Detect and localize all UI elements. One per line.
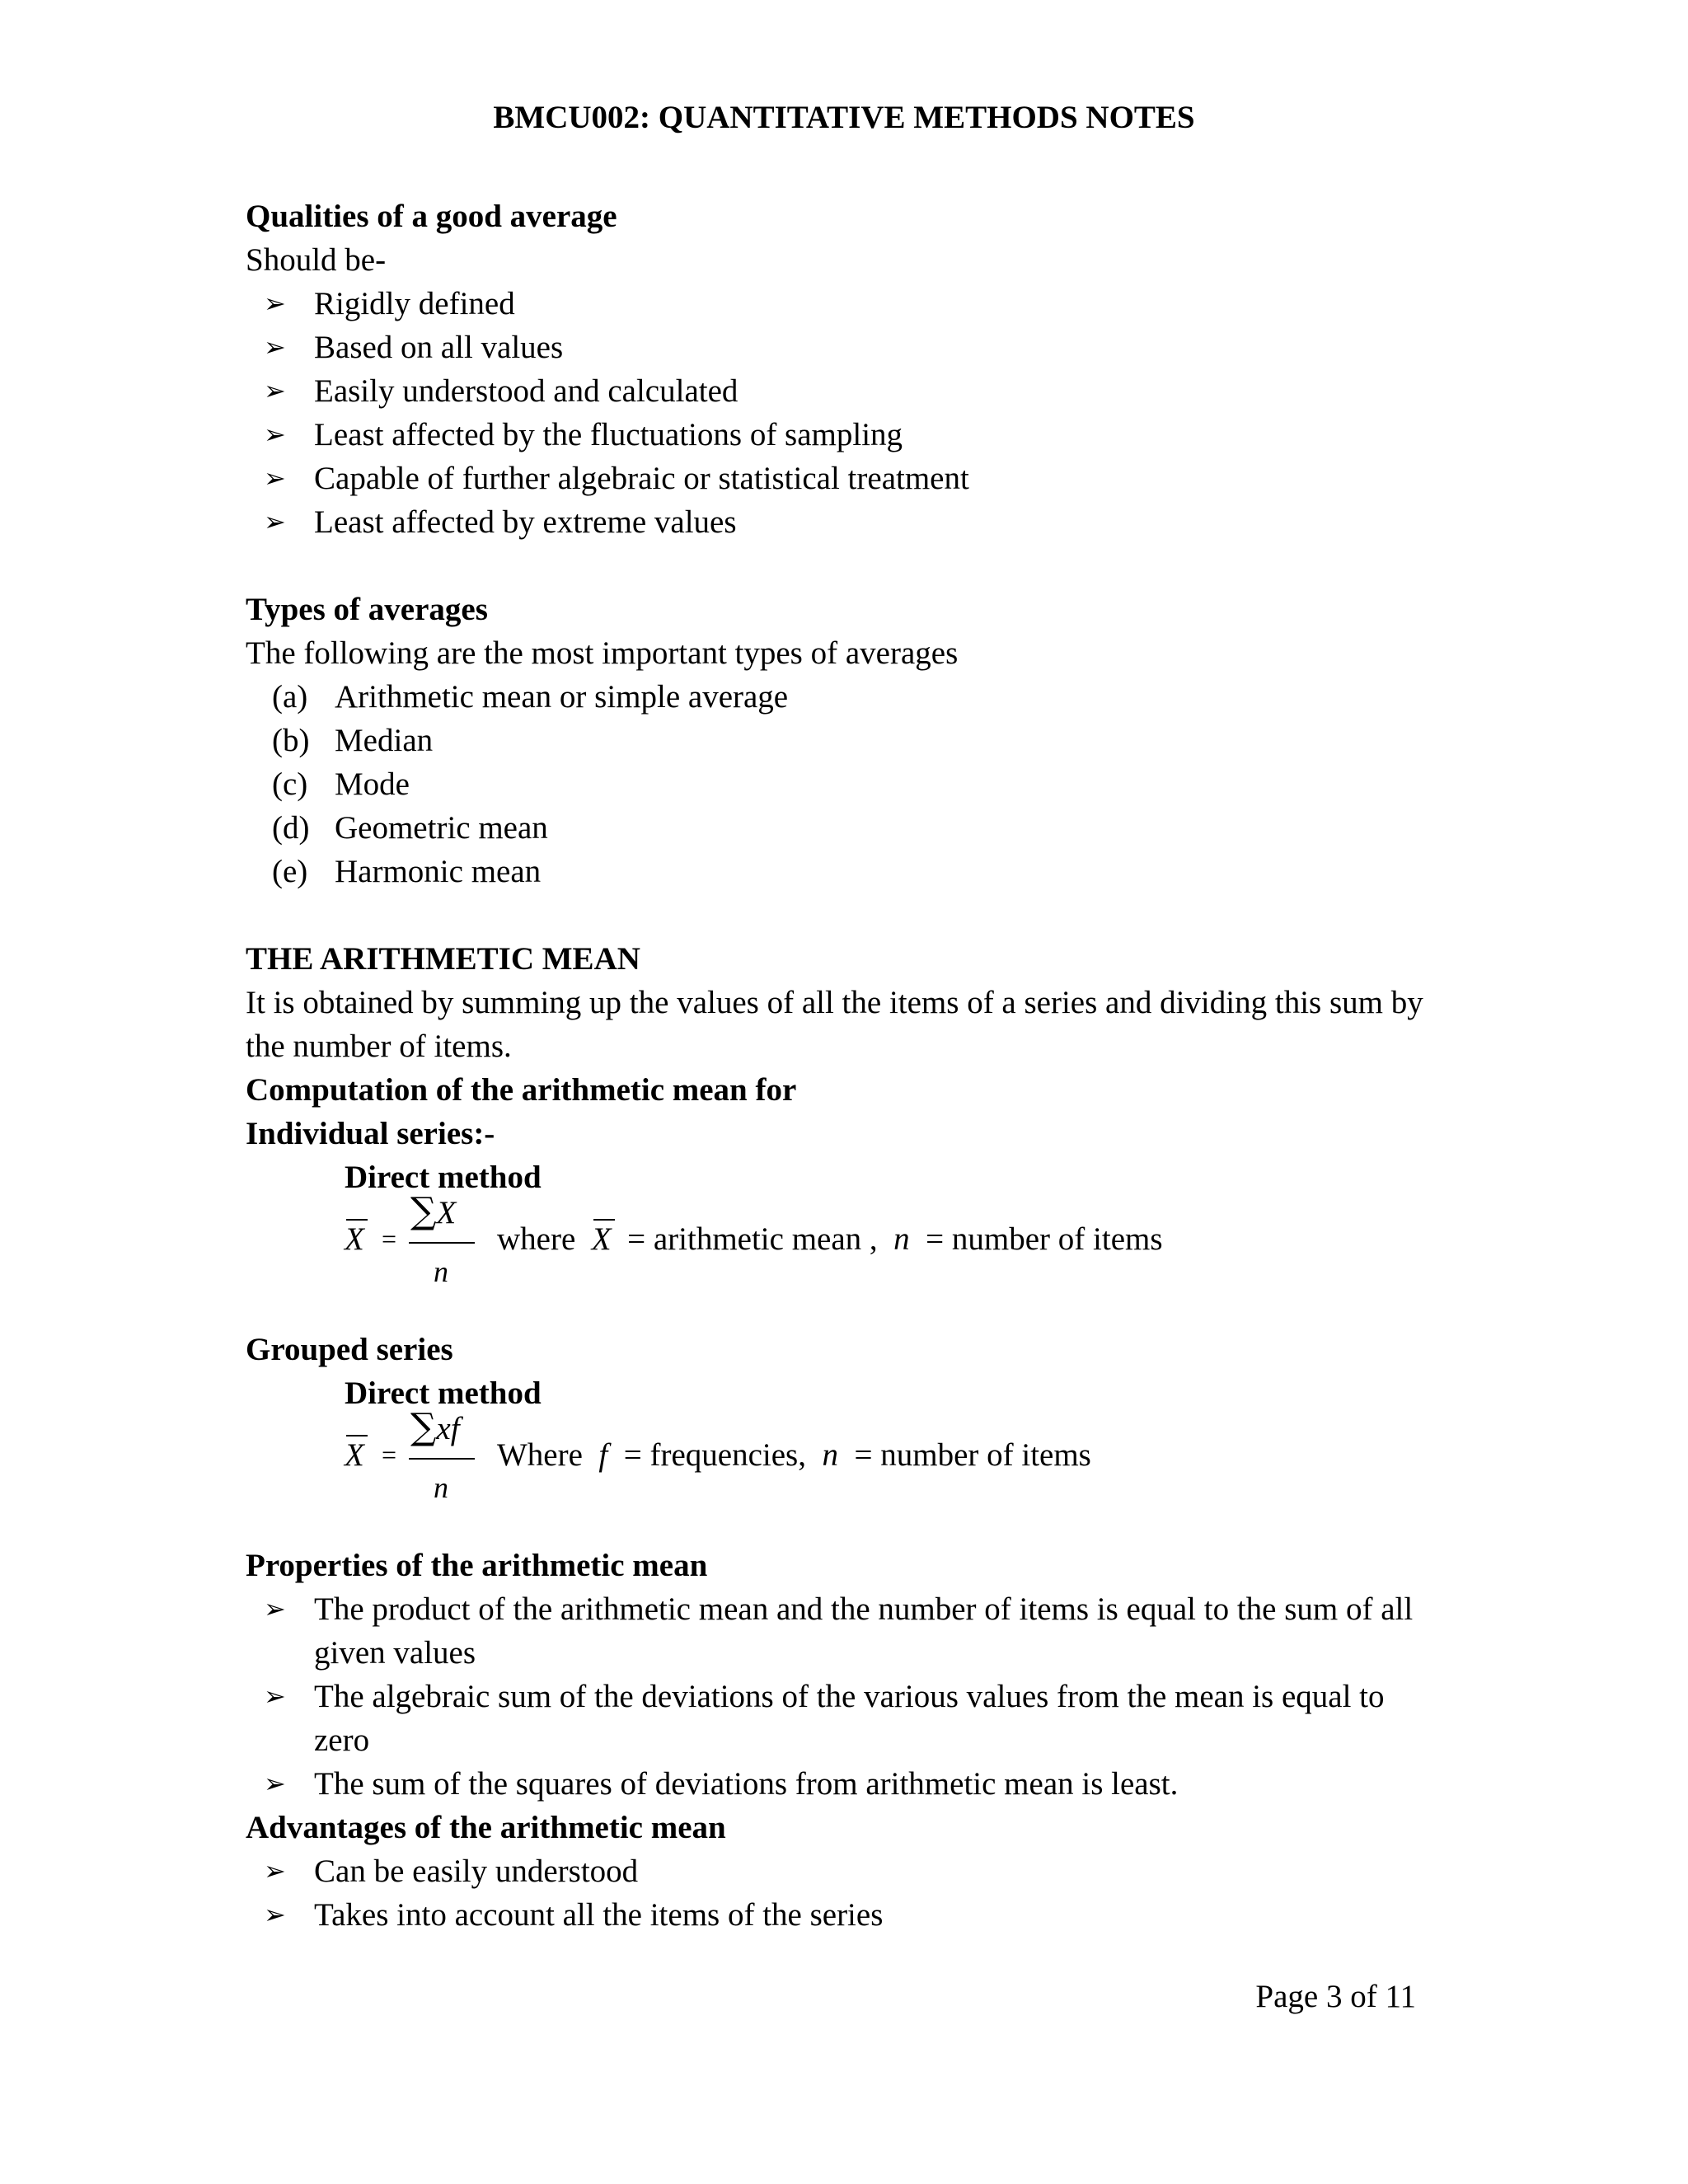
formula-numerator: ∑xf xyxy=(410,1406,460,1448)
spacer xyxy=(246,1290,1424,1328)
qualities-list xyxy=(246,282,1424,544)
spacer xyxy=(246,544,1424,588)
list-marker: (b) xyxy=(272,723,310,758)
section-properties xyxy=(246,1544,1424,1806)
qualities-heading: Qualities of a good average xyxy=(246,199,617,234)
section-qualities xyxy=(246,194,1424,544)
arrowhead-bullet-icon: ➢ xyxy=(264,1593,286,1624)
list-item: ➢ Capable of further algebraic or statistical treatment xyxy=(246,457,1424,500)
arithmetic-mean-definition: It is obtained by summing up the values of all the items of a series and dividing this sum by the number of items. xyxy=(246,985,1423,1064)
list-item: ➢ Least affected by extreme values xyxy=(246,500,1424,544)
arrowhead-bullet-icon: ➢ xyxy=(264,375,286,406)
list-item: (d) Geometric mean xyxy=(246,806,1424,850)
formula-denominator: n xyxy=(434,1255,448,1288)
arithmetic-mean-heading: THE ARITHMETIC MEAN xyxy=(246,941,640,977)
individual-series-heading: Individual series:- xyxy=(246,1116,495,1151)
list-item: (b) Median xyxy=(246,719,1424,762)
list-item: ➢ Can be easily understood xyxy=(246,1849,1424,1893)
grouped-series-heading: Grouped series xyxy=(246,1332,453,1367)
arrowhead-bullet-icon: ➢ xyxy=(264,1855,286,1886)
list-item: ➢ Easily understood and calculated xyxy=(246,369,1424,413)
section-advantages xyxy=(246,1806,1424,1937)
formula-lhs: X xyxy=(345,1433,364,1477)
types-list xyxy=(246,675,1424,893)
types-heading: Types of averages xyxy=(246,592,488,627)
properties-heading: Properties of the arithmetic mean xyxy=(246,1548,708,1583)
arrowhead-bullet-icon: ➢ xyxy=(264,1768,286,1799)
qualities-intro: Should be- xyxy=(246,242,387,278)
arrowhead-bullet-icon: ➢ xyxy=(264,1680,286,1712)
list-marker: (c) xyxy=(272,766,308,802)
document-title: BMCU002: QUANTITATIVE METHODS NOTES xyxy=(493,100,1195,135)
advantages-heading: Advantages of the arithmetic mean xyxy=(246,1810,726,1845)
arrowhead-bullet-icon: ➢ xyxy=(264,331,286,363)
grouped-direct-method-heading: Direct method xyxy=(345,1376,542,1411)
page-number: Page 3 of 11 xyxy=(1255,1979,1416,2014)
properties-list xyxy=(246,1587,1424,1806)
arrowhead-bullet-icon: ➢ xyxy=(264,419,286,450)
list-item: ➢ Rigidly defined xyxy=(246,282,1424,326)
formula-description: where X = arithmetic mean , n = number of items xyxy=(497,1217,1163,1261)
list-item: (c) Mode xyxy=(246,762,1424,806)
list-item: ➢ The algebraic sum of the deviations of the various values from the mean is equal to zero xyxy=(246,1675,1424,1762)
spacer xyxy=(246,1506,1424,1544)
list-marker: (a) xyxy=(272,679,308,715)
list-item: ➢ The sum of the squares of deviations from arithmetic mean is least. xyxy=(246,1762,1424,1806)
list-marker: (d) xyxy=(272,810,310,846)
list-item: ➢ Based on all values xyxy=(246,326,1424,369)
grouped-mean-formula xyxy=(345,1406,1424,1506)
advantages-list xyxy=(246,1849,1424,1937)
individual-direct-method-heading: Direct method xyxy=(345,1160,542,1195)
spacer xyxy=(246,893,1424,937)
formula-lhs: X xyxy=(345,1217,364,1261)
list-marker: (e) xyxy=(272,854,308,889)
section-types xyxy=(246,588,1424,893)
sigma-icon: ∑ xyxy=(410,1190,437,1232)
formula-numerator: ∑X xyxy=(410,1190,457,1232)
arrowhead-bullet-icon: ➢ xyxy=(264,506,286,537)
document-body xyxy=(246,194,1424,1937)
arrowhead-bullet-icon: ➢ xyxy=(264,462,286,494)
formula-denominator: n xyxy=(434,1471,448,1504)
list-item: ➢ The product of the arithmetic mean and the number of items is equal to the sum of all given values xyxy=(246,1587,1424,1675)
arrowhead-bullet-icon: ➢ xyxy=(264,288,286,319)
formula-description: Where f = frequencies, n = number of items xyxy=(497,1437,1091,1473)
formula-equals: = xyxy=(382,1440,397,1469)
fraction-bar xyxy=(409,1458,475,1460)
formula-equals: = xyxy=(382,1224,397,1254)
computation-heading: Computation of the arithmetic mean for xyxy=(246,1072,797,1108)
list-item: (a) Arithmetic mean or simple average xyxy=(246,675,1424,719)
section-arithmetic-mean xyxy=(246,937,1424,1506)
types-intro: The following are the most important types of averages xyxy=(246,635,959,671)
sigma-icon: ∑ xyxy=(410,1406,437,1448)
individual-mean-formula xyxy=(345,1190,1424,1290)
fraction-bar xyxy=(409,1242,475,1244)
list-item: (e) Harmonic mean xyxy=(246,850,1424,893)
list-item: ➢ Least affected by the fluctuations of sampling xyxy=(246,413,1424,457)
arrowhead-bullet-icon: ➢ xyxy=(264,1899,286,1930)
list-item: ➢ Takes into account all the items of the series xyxy=(246,1893,1424,1937)
